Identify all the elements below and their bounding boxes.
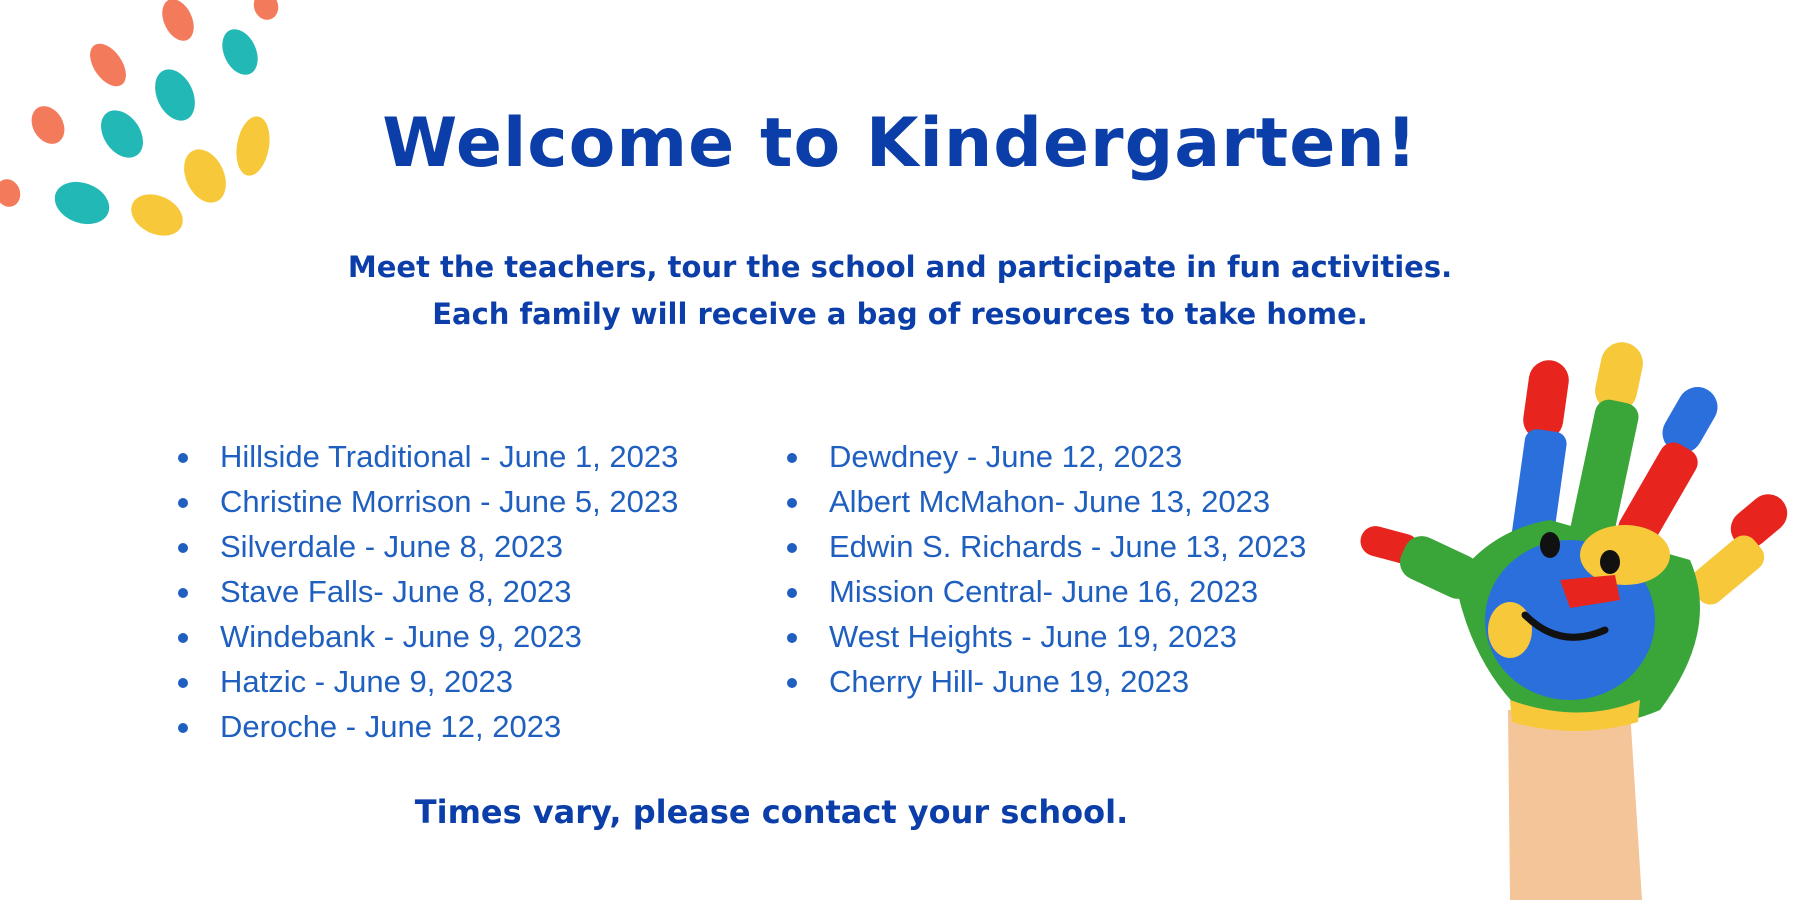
school-list-left <box>178 434 678 749</box>
list-item: West Heights - June 19, 2023 <box>787 614 1306 659</box>
painted-hand-image <box>1360 330 1800 900</box>
list-item: Dewdney - June 12, 2023 <box>787 434 1306 479</box>
list-item: Edwin S. Richards - June 13, 2023 <box>787 524 1306 569</box>
footer-note: Times vary, please contact your school. <box>414 793 1129 831</box>
page-title: Welcome to Kindergarten! <box>382 104 1418 183</box>
school-list-right <box>787 434 1306 704</box>
list-item: Hillside Traditional - June 1, 2023 <box>178 434 678 479</box>
arm-skin <box>1508 710 1642 900</box>
list-item: Mission Central- June 16, 2023 <box>787 569 1306 614</box>
list-item: Deroche - June 12, 2023 <box>178 704 678 749</box>
list-item: Silverdale - June 8, 2023 <box>178 524 678 569</box>
subtitle-line-1: Meet the teachers, tour the school and participate in fun activities. <box>347 250 1453 284</box>
list-item: Albert McMahon- June 13, 2023 <box>787 479 1306 524</box>
subtitle-line-2: Each family will receive a bag of resources to take home. <box>432 297 1368 331</box>
list-item: Hatzic - June 9, 2023 <box>178 659 678 704</box>
list-item: Christine Morrison - June 5, 2023 <box>178 479 678 524</box>
list-item: Cherry Hill- June 19, 2023 <box>787 659 1306 704</box>
list-item: Stave Falls- June 8, 2023 <box>178 569 678 614</box>
painted-palm <box>1455 520 1700 731</box>
list-item: Windebank - June 9, 2023 <box>178 614 678 659</box>
